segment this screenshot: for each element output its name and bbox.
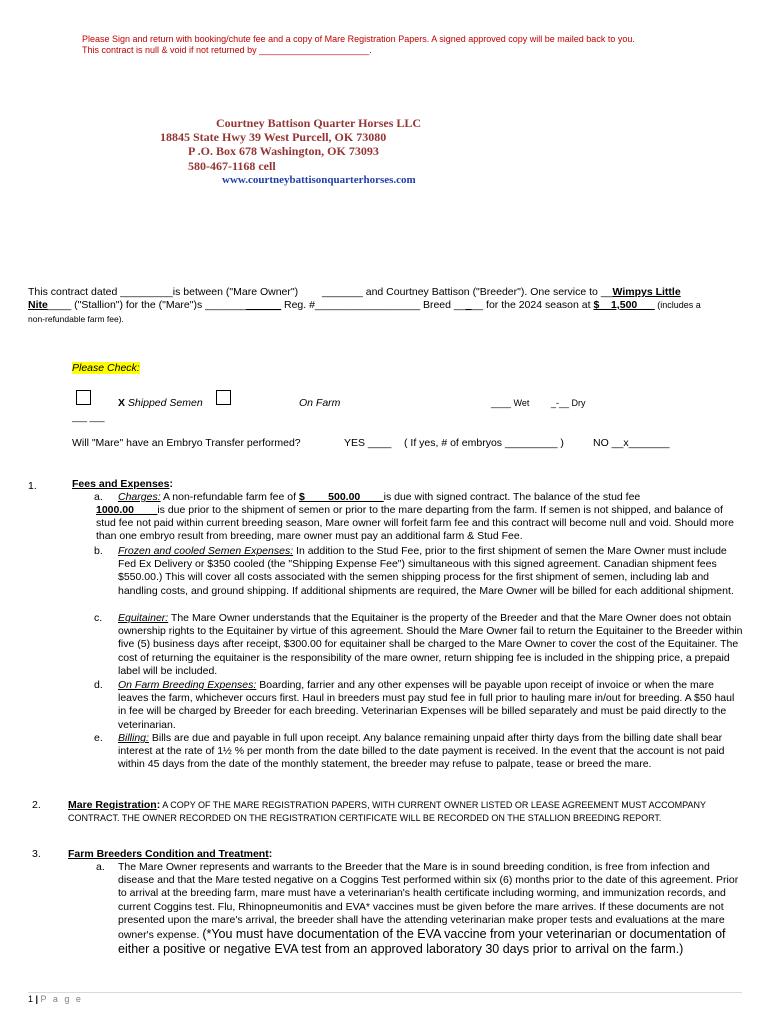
stallion-label-text: ____ ("Stallion") for the ("Mare")s _______ <box>47 299 247 311</box>
section-1-number: 1. <box>28 480 37 492</box>
reg-number-text: Reg. #___________ <box>281 299 380 311</box>
item-c-letter: c. <box>94 612 103 624</box>
section-3-number: 3. <box>32 848 41 860</box>
embryo-question: Will "Mare" have an Embryo Transfer performed? <box>72 437 301 449</box>
return-notice: Please Sign and return with booking/chute fee and a copy of Mare Registration Papers. A signed approved copy will be mailed back to you. <box>82 34 635 44</box>
breed-text: _______ Breed __ <box>379 299 466 311</box>
footer-divider <box>28 992 742 993</box>
charges-paragraph: 1000.00____is due prior to the shipment of semen or prior to the mare departing from the farm. If semen is not shipped, and balance of stud fee not paid within current breeding season, Mare owner will forfeit farm fee and this contract will become null and void. Should more than one embryo result from breeding, mare owner must pay an additional farm & Stud Fee. <box>96 504 734 543</box>
contract-line-1 <box>28 286 681 299</box>
semen-expenses-paragraph: Frozen and cooled Semen Expenses: In addition to the Stud Fee, prior to the first shipment of semen the Mare Owner must include Fed Ex Delivery or $350 cooled (the "Shipping Expense Fee") simultaneous with this signed agreement. Canadian shipment fees $550.00.) This will cover all costs associated with the semen shipping process for the first shipment of semen, including lab and handling costs, and ground shipping. If additional shipments are required, the Mare Owner will be billed for each additional shipment. <box>118 545 734 597</box>
mare-registration-paragraph: Mare Registration: A COPY OF THE MARE REGISTRATION PAPERS, WITH CURRENT OWNER LISTED OR LEASE AGREEMENT MUST ACCOMPANY CONTRACT. THE OWNER RECORDED ON THE REGISTRATION CERTIFICATE WILL BE RECORDED ON THE STALLION BREEDING REPORT. <box>68 799 706 823</box>
stud-fee-amount: $__1,500___ <box>593 299 655 311</box>
item-d-letter: d. <box>94 679 103 691</box>
contract-breeder-text: _______ and Courtney Battison ("Breeder"). One service to __ <box>321 286 613 298</box>
breed-blank: _ <box>465 299 472 311</box>
on-farm-checkbox[interactable] <box>216 390 231 405</box>
address-line-2: P .O. Box 678 Washington, OK 73093 <box>188 144 379 158</box>
embryo-yes[interactable]: YES ____ <box>344 437 392 449</box>
website-link[interactable]: www.courtneybattisonquarterhorses.com <box>222 174 416 186</box>
embryo-count[interactable]: ( If yes, # of embryos _________ ) <box>404 437 564 449</box>
stallion-name-part2: Nite <box>28 299 48 311</box>
season-text: __ for the 2024 season at <box>471 299 594 311</box>
page-footer: 1 | P a g e <box>28 994 83 1004</box>
null-void-notice: This contract is null & void if not returned by ______________________. <box>82 45 372 55</box>
contract-line-2 <box>28 299 701 312</box>
please-check-label: Please Check: <box>72 362 140 374</box>
item-e-letter: e. <box>94 732 103 744</box>
section-2-number: 2. <box>32 799 41 811</box>
billing-paragraph: Billing: Bills are due and payable in full upon receipt. Any balance remaining unpaid after thirty days from the billing date shall bear interest at the rate of 1½ % per month from the date billed to the date payment is received. In the event that the account is not paid within 45 days from the date of the monthly statement, the breeder may refuse to palpate, tease or breed the mare. <box>118 732 725 771</box>
contract-line-3: non-refundable farm fee). <box>28 314 124 324</box>
on-farm-expenses-paragraph: On Farm Breeding Expenses: Boarding, farrier and any other expenses will be payable upon receipt of invoice or when the mare leaves the farm, whichever occurs first. Haul in breeders must pay stud fee in full prior to hauling mare in/out for breeding. A $50 haul in fee will be charged by Breeder for each breeding. Veterinarian Expenses will be billed separately and must be paid directly to the veterinarian. <box>118 679 735 731</box>
item-a-letter: a. <box>94 491 103 503</box>
stallion-name-part1: Wimpys Little <box>612 286 681 298</box>
address-line-1: 18845 State Hwy 39 West Purcell, OK 73080 <box>160 130 387 144</box>
embryo-no[interactable]: NO __x_______ <box>593 437 670 449</box>
on-farm-label: On Farm <box>299 397 341 409</box>
includes-text: (includes a <box>654 300 701 310</box>
section-3-title: Farm Breeders Condition and Treatment: <box>68 848 273 860</box>
wet-option[interactable]: ____ Wet <box>491 398 530 408</box>
item-3a-letter: a. <box>96 861 105 873</box>
shipped-semen-checkbox[interactable] <box>76 390 91 405</box>
dry-option[interactable]: _-__ Dry <box>551 398 586 408</box>
phone-number: 580-467-1168 cell <box>188 159 276 173</box>
company-name: Courtney Battison Quarter Horses LLC <box>216 116 422 130</box>
check-dashes: ___ ___ <box>72 412 105 422</box>
section-1-title: Fees and Expenses: <box>72 478 173 490</box>
shipped-semen-label: X Shipped Semen <box>118 397 203 409</box>
equitainer-paragraph: Equitainer: The Mare Owner understands that the Equitainer is the property of the Breeder and that the Mare Owner does not obtain ownership rights to the Equitainer by virtue of this agreement. Should the Mare Owner fail to return the Equitainer to the Breeder within five (5) business days after receipt, $300.00 for equitainer shall be charged to the Mare Owner to cover the cost of the Equitainer. The cost of returning the equitainer is the responsibility of the mare owner, return shipping fee is included in the shipping price, a prepaid label will be included. <box>118 612 743 677</box>
item-b-letter: b. <box>94 545 103 557</box>
charges-line-1: Charges: A non-refundable farm fee of $____500.00____is due with signed contract. The balance of the stud fee <box>118 491 641 503</box>
contract-dated-text: This contract dated _________is between ("Mare Owner") <box>28 286 299 298</box>
mare-name-blank: ______ <box>246 299 282 311</box>
breeding-condition-paragraph: The Mare Owner represents and warrants to the Breeder that the Mare is in sound breeding condition, is free from infection and disease and that the Mare tested negative on a Coggins Test performed within six (6) months prior to the date of this agreement. Prior to arrival at the breeding farm, mare must have a veterinarian's health certificate including worming, and immunization records, and current Coggins test. Flu, Rhinopneumonitis and EVA* vaccines must be given before the mare arrives. If these documents are not presented upon the mare's arrival, the breeder shall have the attending veterinarian make proper tests and evaluations at the mare owner's expense. (*You must have documentation of the EVA vaccine from your veterinarian or documentation of either a positive or negative EVA test from an approved laboratory 30 days prior to arrival on the farm.) <box>118 861 739 957</box>
